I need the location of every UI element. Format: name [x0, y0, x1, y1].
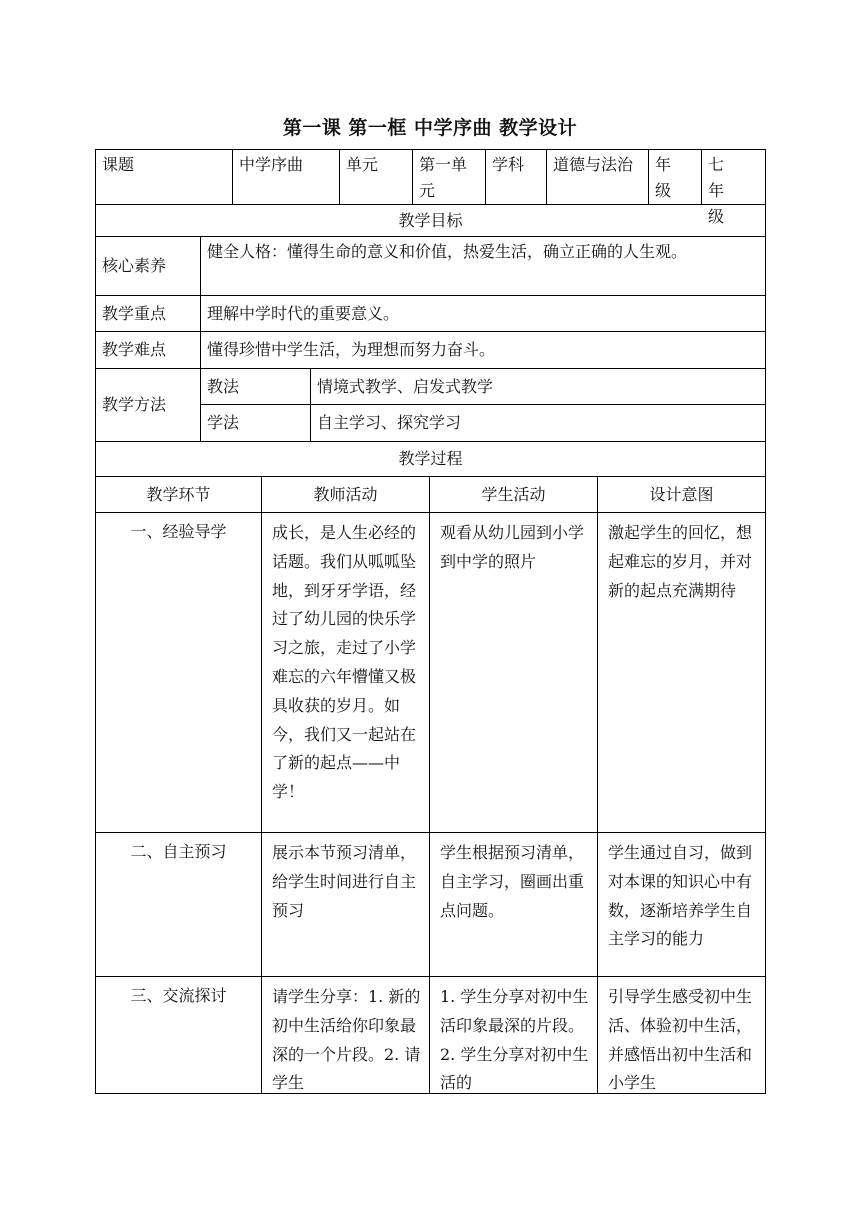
learn-method-label: 学法 [200, 404, 311, 442]
table-row-1-intent: 激起学生的回忆，想起难忘的岁月，并对新的起点充满期待 [597, 512, 766, 833]
column-header-intent: 设计意图 [597, 476, 766, 513]
difficulty-value: 懂得珍惜中学生活，为理想而努力奋斗。 [200, 331, 766, 369]
table-row-3-student: 1. 学生分享对初中生活印象最深的片段。2. 学生分享对初中生活的 [429, 976, 598, 1094]
teach-method-label: 教法 [200, 368, 311, 405]
goals-header: 教学目标 [95, 204, 766, 237]
grade-label: 年级 [648, 149, 702, 205]
lesson-label: 课题 [95, 149, 233, 205]
table-row-2-student: 学生根据预习清单，自主学习，圈画出重点问题。 [429, 832, 598, 977]
unit-value: 第一单元 [412, 149, 486, 205]
column-header-stage: 教学环节 [95, 476, 262, 513]
unit-label: 单元 [339, 149, 413, 205]
core-value: 健全人格：懂得生命的意义和价值，热爱生活，确立正确的人生观。 [200, 236, 766, 296]
subject-label: 学科 [485, 149, 547, 205]
table-row-2-intent: 学生通过自习，做到对本课的知识心中有数，逐渐培养学生自主学习的能力 [597, 832, 766, 977]
subject-value: 道德与法治 [546, 149, 649, 205]
table-row-1-student: 观看从幼儿园到小学到中学的照片 [429, 512, 598, 833]
table-row-1-stage: 一、经验导学 [95, 512, 262, 833]
table-row-2-stage: 二、自主预习 [95, 832, 262, 977]
table-row-2-teacher: 展示本节预习清单，给学生时间进行自主预习 [261, 832, 430, 977]
document-title: 第一课 第一框 中学序曲 教学设计 [282, 117, 578, 139]
teach-method-value: 情境式教学、启发式教学 [310, 368, 766, 405]
key-label: 教学重点 [95, 295, 201, 332]
column-header-teacher: 教师活动 [261, 476, 430, 513]
table-row-3-stage: 三、交流探讨 [95, 976, 262, 1094]
table-row-3-intent: 引导学生感受初中生活、体验初中生活，并感悟出初中生活和小学生 [597, 976, 766, 1094]
process-header: 教学过程 [95, 441, 766, 477]
learn-method-value: 自主学习、探究学习 [310, 404, 766, 442]
key-value: 理解中学时代的重要意义。 [200, 295, 766, 332]
method-label: 教学方法 [95, 368, 201, 442]
difficulty-label: 教学难点 [95, 331, 201, 369]
core-label: 核心素养 [95, 236, 201, 296]
table-row-3-teacher: 请学生分享：1. 新的初中生活给你印象最深的一个片段。2. 请学生 [261, 976, 430, 1094]
lesson-value: 中学序曲 [232, 149, 340, 205]
column-header-student: 学生活动 [429, 476, 598, 513]
grade-value: 七年级 [701, 149, 766, 205]
table-row-1-teacher: 成长，是人生必经的话题。我们从呱呱坠地，到牙牙学语，经过了幼儿园的快乐学习之旅，走过了小学难忘的六年懵懂又极具收获的岁月。如今，我们又一起站在了新的起点——中学！ [261, 512, 430, 833]
